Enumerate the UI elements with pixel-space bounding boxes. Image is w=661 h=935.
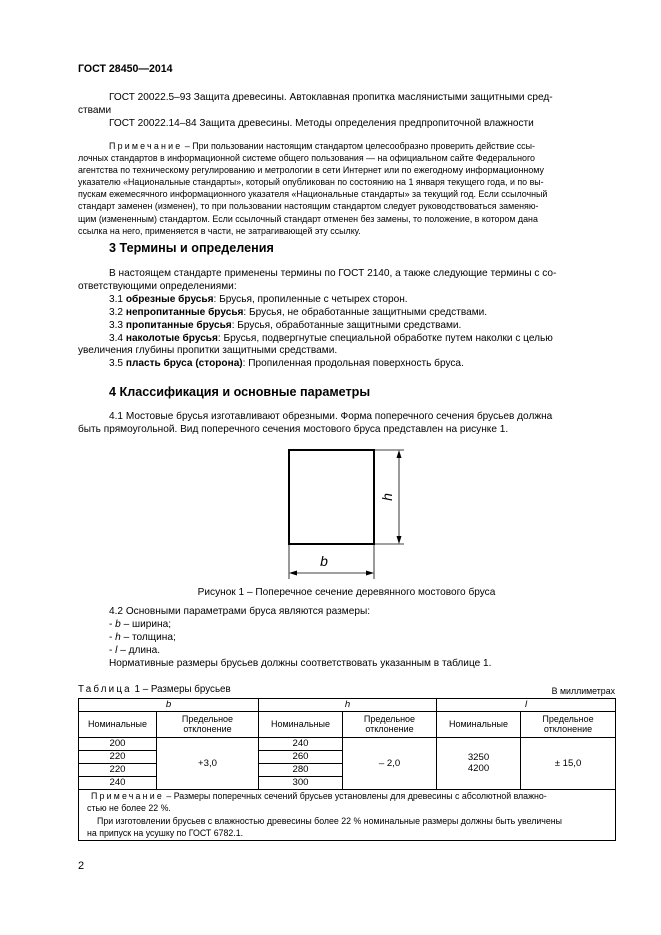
term-name: наколотые брусья	[125, 332, 218, 344]
note-line: лочных стандартов в информационной системе общего пользования — на официальном сайте Федерального	[78, 153, 535, 164]
note-line: щим (измененным) стандартом. Если ссылочный стандарт отменен без замены, то положение, в котором дана	[78, 213, 538, 224]
section-4-2-paragraph	[78, 606, 615, 671]
note-line: стандарт заменен (изменен), то при пользовании настоящим стандартом следует руководствоваться заменяю-	[78, 201, 539, 212]
col-header-nominal: Номинальные	[79, 711, 157, 737]
h-arrow-bottom-icon	[397, 536, 402, 544]
note-line1: – При пользовании настоящим стандартом целесообразно проверить действие ссы-	[182, 141, 535, 151]
l-nominal-cell: 3250 4200	[437, 737, 521, 790]
h-nominal-cell: 300	[259, 777, 343, 790]
table-label: Таблица	[78, 684, 132, 695]
note-line: пускам ежемесячного информационного указателя «Национальные стандарты» за текущий год. Если ссылочный	[78, 189, 548, 200]
term-name: пласть бруса (сторона)	[125, 358, 243, 370]
table-1	[78, 698, 616, 841]
section-3-body	[78, 268, 615, 371]
table-note: Примечание – Размеры поперечных сечений брусьев установлены для древесины с абсолютной влажно- стью не более 22 %. При изготовлении брусьев с влажностью древесины более 22 % номинальные размеры должны быть увеличены на припуск на усушку по ГОСТ 6782.1.	[79, 790, 616, 840]
p41-line1: 4.1 Мостовые брусья изготавливают обрезными. Форма поперечного сечения брусьев должна	[109, 411, 553, 422]
col-header-deviation: Предельное отклонение	[157, 711, 259, 737]
term-name: непропитанные брусья	[125, 306, 244, 318]
note-line: агентства по техническому регулированию и метрологии в сети Интернет или по ежегодному информационному	[78, 165, 544, 176]
term-name: пропитанные брусья	[125, 319, 232, 331]
section-4-1-paragraph	[78, 411, 615, 437]
table-note-line: стью не более 22 %.	[87, 803, 171, 814]
h-nominal-cell: 280	[259, 763, 343, 776]
note-label: Примечание	[109, 141, 183, 151]
term-item: 3.4 наколотые брусья: Брусья, подвергнутые специальной обработке путем наколки с целью	[109, 332, 553, 344]
figure-1-cross-section	[280, 445, 420, 583]
term-item-continuation: увеличения глубины пропитки защитными средствами.	[78, 345, 338, 357]
table-note-line: на припуск на усушку по ГОСТ 6782.1.	[87, 827, 244, 838]
param-item: - b – ширина;	[109, 618, 171, 630]
figure-1-caption: Рисунок 1 – Поперечное сечение деревянного мостового бруса	[197, 587, 496, 598]
page-number: 2	[78, 860, 85, 872]
section-3-intro-line2: ответствующими определениями:	[78, 280, 237, 292]
references-block	[78, 92, 615, 131]
b-nominal-cell: 240	[79, 777, 157, 790]
b-nominal-cell: 220	[79, 763, 157, 776]
col-header-nominal: Номинальные	[259, 711, 343, 737]
h-nominal-cell: 240	[259, 737, 343, 750]
document-id: ГОСТ 28450—2014	[78, 63, 173, 75]
col-header-nominal: Номинальные	[437, 711, 521, 737]
table-title: 1 – Размеры брусьев	[131, 684, 231, 695]
section-3-intro-line1: В настоящем стандарте применены термины по ГОСТ 2140, а также следующие термины с со-	[109, 268, 557, 279]
b-arrow-left-icon	[289, 571, 297, 576]
h-dimension-label: h	[379, 493, 395, 501]
term-item: 3.1 обрезные брусья: Брусья, пропиленные с четырех сторон.	[109, 293, 408, 305]
col-group-l: l	[437, 699, 616, 712]
term-item: 3.2 непропитанные брусья: Брусья, не обработанные защитными средствами.	[109, 306, 488, 318]
col-header-deviation: Предельное отклонение	[343, 711, 437, 737]
norm-sentence: Нормативные размеры брусьев должны соответствовать указанным в таблице 1.	[109, 657, 492, 669]
table-units: В миллиметрах	[551, 686, 615, 696]
table-note-label: Примечание	[91, 791, 164, 802]
term-item: 3.3 пропитанные брусья: Брусья, обработанные защитными средствами.	[109, 319, 462, 331]
h-deviation-cell: – 2,0	[343, 737, 437, 790]
b-deviation-cell: +3,0	[157, 737, 259, 790]
term-item: 3.5 пласть бруса (сторона): Пропиленная продольная поверхность бруса.	[109, 358, 464, 370]
section-3-heading: 3 Термины и определения	[109, 241, 274, 255]
beam-cross-section-rect	[289, 450, 374, 544]
table-note-line: При изготовлении брусьев с влажностью древесины более 22 % номинальные размеры должны быть увеличены	[97, 815, 562, 826]
param-item: - h – толщина;	[109, 631, 176, 643]
b-nominal-cell: 220	[79, 750, 157, 763]
note-line: ссылка на него, применяется в части, не затрагивающей эту ссылку.	[78, 225, 361, 236]
p42-line: 4.2 Основными параметрами бруса являются размеры:	[109, 606, 371, 617]
note-line: указателю «Национальные стандарты», который опубликован по состоянию на 1 января текущего года, и по вы-	[78, 177, 544, 188]
term-name: обрезные брусья	[125, 293, 214, 305]
ref-gost-20022-14: ГОСТ 20022.14–84 Защита древесины. Методы определения предпропиточной влажности	[109, 117, 534, 129]
b-dimension-label: b	[320, 553, 328, 569]
col-group-b: b	[79, 699, 259, 712]
ref-gost-20022-5-line2: ствами	[78, 104, 112, 116]
h-arrow-top-icon	[397, 450, 402, 458]
b-nominal-cell: 200	[79, 737, 157, 750]
b-arrow-right-icon	[366, 571, 374, 576]
param-item: - l – длина.	[109, 644, 161, 656]
l-deviation-cell: ± 15,0	[521, 737, 616, 790]
col-group-h: h	[259, 699, 437, 712]
h-nominal-cell: 260	[259, 750, 343, 763]
col-header-deviation: Предельное отклонение	[521, 711, 616, 737]
p41-line2: быть прямоугольной. Вид поперечного сечения мостового бруса представлен на рисунке 1.	[78, 423, 509, 435]
references-note	[78, 140, 615, 237]
section-4-heading: 4 Классификация и основные параметры	[109, 385, 371, 399]
table-1-caption	[78, 684, 231, 695]
ref-gost-20022-5-line1: ГОСТ 20022.5–93 Защита древесины. Автоклавная пропитка маслянистыми защитными сред-	[109, 92, 553, 103]
